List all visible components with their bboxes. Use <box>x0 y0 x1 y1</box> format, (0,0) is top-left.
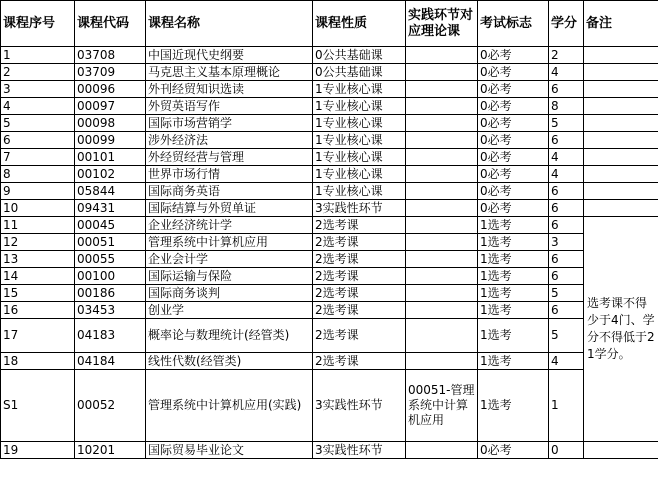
credit-cell: 3 <box>549 234 584 251</box>
table-row <box>1 268 658 285</box>
name-cell: 世界市场行情 <box>146 166 313 183</box>
exam-cell: 0必考 <box>478 98 549 115</box>
credit-cell: 8 <box>549 98 584 115</box>
code-cell: 00100 <box>75 268 146 285</box>
note-cell <box>584 200 658 217</box>
practice-cell <box>406 217 478 234</box>
practice-cell <box>406 302 478 319</box>
table-row <box>1 234 658 251</box>
practice-cell <box>406 353 478 370</box>
table-row <box>1 132 658 149</box>
nature-cell: 1专业核心课 <box>313 98 406 115</box>
header-cell: 课程名称 <box>146 1 313 47</box>
nature-cell: 1专业核心课 <box>313 115 406 132</box>
code-cell: 10201 <box>75 442 146 459</box>
table-row <box>1 370 658 442</box>
nature-cell: 1专业核心课 <box>313 183 406 200</box>
seq-cell: 8 <box>1 166 75 183</box>
code-cell: 00101 <box>75 149 146 166</box>
credit-cell: 6 <box>549 302 584 319</box>
credit-cell: 5 <box>549 319 584 353</box>
practice-cell <box>406 234 478 251</box>
note-cell <box>584 47 658 64</box>
nature-cell: 2选考课 <box>313 268 406 285</box>
seq-cell: 4 <box>1 98 75 115</box>
exam-cell: 1选考 <box>478 234 549 251</box>
code-cell: 09431 <box>75 200 146 217</box>
seq-cell: 18 <box>1 353 75 370</box>
practice-cell <box>406 115 478 132</box>
code-cell: 03453 <box>75 302 146 319</box>
practice-cell <box>406 442 478 459</box>
table-row <box>1 98 658 115</box>
name-cell: 外贸英语写作 <box>146 98 313 115</box>
header-cell: 考试标志 <box>478 1 549 47</box>
nature-cell: 2选考课 <box>313 353 406 370</box>
exam-cell: 0必考 <box>478 166 549 183</box>
note-cell <box>584 115 658 132</box>
exam-cell: 1选考 <box>478 217 549 234</box>
seq-cell: 5 <box>1 115 75 132</box>
name-cell: 外刊经贸知识选读 <box>146 81 313 98</box>
table-row <box>1 217 658 234</box>
code-cell: 03709 <box>75 64 146 81</box>
header-cell: 实践环节对应理论课 <box>406 1 478 47</box>
practice-cell <box>406 166 478 183</box>
name-cell: 概率论与数理统计(经管类) <box>146 319 313 353</box>
nature-cell: 2选考课 <box>313 302 406 319</box>
name-cell: 国际商务谈判 <box>146 285 313 302</box>
nature-cell: 2选考课 <box>313 285 406 302</box>
table-row <box>1 47 658 64</box>
credit-cell: 6 <box>549 132 584 149</box>
seq-cell: 14 <box>1 268 75 285</box>
code-cell: 00099 <box>75 132 146 149</box>
code-cell: 00052 <box>75 370 146 442</box>
credit-cell: 4 <box>549 64 584 81</box>
exam-cell: 1选考 <box>478 268 549 285</box>
seq-cell: 11 <box>1 217 75 234</box>
practice-cell <box>406 47 478 64</box>
name-cell: 线性代数(经管类) <box>146 353 313 370</box>
code-cell: 00097 <box>75 98 146 115</box>
code-cell: 05844 <box>75 183 146 200</box>
code-cell: 04184 <box>75 353 146 370</box>
practice-cell <box>406 183 478 200</box>
nature-cell: 0公共基础课 <box>313 47 406 64</box>
table-row <box>1 285 658 302</box>
seq-cell: 10 <box>1 200 75 217</box>
name-cell: 国际商务英语 <box>146 183 313 200</box>
exam-cell: 0必考 <box>478 149 549 166</box>
name-cell: 涉外经济法 <box>146 132 313 149</box>
seq-cell: 15 <box>1 285 75 302</box>
nature-cell: 0公共基础课 <box>313 64 406 81</box>
code-cell: 00098 <box>75 115 146 132</box>
credit-cell: 5 <box>549 285 584 302</box>
practice-cell: 00051-管理系统中计算机应用 <box>406 370 478 442</box>
practice-cell <box>406 285 478 302</box>
code-cell: 00051 <box>75 234 146 251</box>
table-row <box>1 166 658 183</box>
nature-cell: 3实践性环节 <box>313 370 406 442</box>
note-cell <box>584 183 658 200</box>
note-cell <box>584 64 658 81</box>
table-row <box>1 442 658 459</box>
credit-cell: 4 <box>549 353 584 370</box>
credit-cell: 6 <box>549 200 584 217</box>
table-row <box>1 302 658 319</box>
note-cell <box>584 149 658 166</box>
table-row <box>1 81 658 98</box>
credit-cell: 0 <box>549 442 584 459</box>
header-cell: 课程序号 <box>1 1 75 47</box>
credit-cell: 4 <box>549 166 584 183</box>
header-cell: 备注 <box>584 1 658 47</box>
nature-cell: 2选考课 <box>313 217 406 234</box>
note-cell <box>584 166 658 183</box>
table-row <box>1 183 658 200</box>
exam-cell: 0必考 <box>478 183 549 200</box>
practice-cell <box>406 319 478 353</box>
exam-cell: 0必考 <box>478 115 549 132</box>
code-cell: 00102 <box>75 166 146 183</box>
nature-cell: 1专业核心课 <box>313 132 406 149</box>
note-cell: 选考课不得少于4门、学分不得低于21学分。 <box>584 217 658 442</box>
note-cell <box>584 442 658 459</box>
name-cell: 创业学 <box>146 302 313 319</box>
header-cell: 课程性质 <box>313 1 406 47</box>
credit-cell: 6 <box>549 251 584 268</box>
name-cell: 企业经济统计学 <box>146 217 313 234</box>
exam-cell: 0必考 <box>478 47 549 64</box>
name-cell: 管理系统中计算机应用 <box>146 234 313 251</box>
code-cell: 00096 <box>75 81 146 98</box>
name-cell: 国际贸易毕业论文 <box>146 442 313 459</box>
name-cell: 国际结算与外贸单证 <box>146 200 313 217</box>
seq-cell: S1 <box>1 370 75 442</box>
table-row <box>1 149 658 166</box>
header-cell: 学分 <box>549 1 584 47</box>
code-cell: 04183 <box>75 319 146 353</box>
seq-cell: 3 <box>1 81 75 98</box>
practice-cell <box>406 200 478 217</box>
name-cell: 管理系统中计算机应用(实践) <box>146 370 313 442</box>
practice-cell <box>406 251 478 268</box>
seq-cell: 2 <box>1 64 75 81</box>
nature-cell: 1专业核心课 <box>313 81 406 98</box>
name-cell: 中国近现代史纲要 <box>146 47 313 64</box>
exam-cell: 0必考 <box>478 81 549 98</box>
exam-cell: 0必考 <box>478 64 549 81</box>
name-cell: 马克思主义基本原理概论 <box>146 64 313 81</box>
nature-cell: 3实践性环节 <box>313 200 406 217</box>
note-cell <box>584 132 658 149</box>
seq-cell: 12 <box>1 234 75 251</box>
practice-cell <box>406 149 478 166</box>
code-cell: 00186 <box>75 285 146 302</box>
table-row <box>1 200 658 217</box>
credit-cell: 1 <box>549 370 584 442</box>
credit-cell: 6 <box>549 268 584 285</box>
seq-cell: 9 <box>1 183 75 200</box>
name-cell: 国际市场营销学 <box>146 115 313 132</box>
practice-cell <box>406 81 478 98</box>
code-cell: 00055 <box>75 251 146 268</box>
seq-cell: 7 <box>1 149 75 166</box>
nature-cell: 1专业核心课 <box>313 166 406 183</box>
header-cell: 课程代码 <box>75 1 146 47</box>
code-cell: 00045 <box>75 217 146 234</box>
nature-cell: 2选考课 <box>313 234 406 251</box>
exam-cell: 0必考 <box>478 132 549 149</box>
seq-cell: 17 <box>1 319 75 353</box>
exam-cell: 1选考 <box>478 319 549 353</box>
note-cell <box>584 98 658 115</box>
exam-cell: 1选考 <box>478 251 549 268</box>
exam-cell: 1选考 <box>478 285 549 302</box>
nature-cell: 1专业核心课 <box>313 149 406 166</box>
header-row <box>1 1 658 47</box>
exam-cell: 1选考 <box>478 370 549 442</box>
seq-cell: 16 <box>1 302 75 319</box>
table-row <box>1 353 658 370</box>
credit-cell: 5 <box>549 115 584 132</box>
nature-cell: 3实践性环节 <box>313 442 406 459</box>
code-cell: 03708 <box>75 47 146 64</box>
practice-cell <box>406 268 478 285</box>
seq-cell: 19 <box>1 442 75 459</box>
credit-cell: 2 <box>549 47 584 64</box>
practice-cell <box>406 64 478 81</box>
practice-cell <box>406 98 478 115</box>
seq-cell: 13 <box>1 251 75 268</box>
nature-cell: 2选考课 <box>313 319 406 353</box>
credit-cell: 4 <box>549 149 584 166</box>
table-row <box>1 319 658 353</box>
name-cell: 企业会计学 <box>146 251 313 268</box>
nature-cell: 2选考课 <box>313 251 406 268</box>
table-row <box>1 64 658 81</box>
name-cell: 国际运输与保险 <box>146 268 313 285</box>
exam-cell: 1选考 <box>478 302 549 319</box>
exam-cell: 0必考 <box>478 200 549 217</box>
practice-cell <box>406 132 478 149</box>
name-cell: 外经贸经营与管理 <box>146 149 313 166</box>
credit-cell: 6 <box>549 81 584 98</box>
seq-cell: 6 <box>1 132 75 149</box>
exam-cell: 0必考 <box>478 442 549 459</box>
seq-cell: 1 <box>1 47 75 64</box>
table-row <box>1 115 658 132</box>
table-row <box>1 251 658 268</box>
exam-cell: 1选考 <box>478 353 549 370</box>
credit-cell: 6 <box>549 183 584 200</box>
note-cell <box>584 81 658 98</box>
credit-cell: 6 <box>549 217 584 234</box>
